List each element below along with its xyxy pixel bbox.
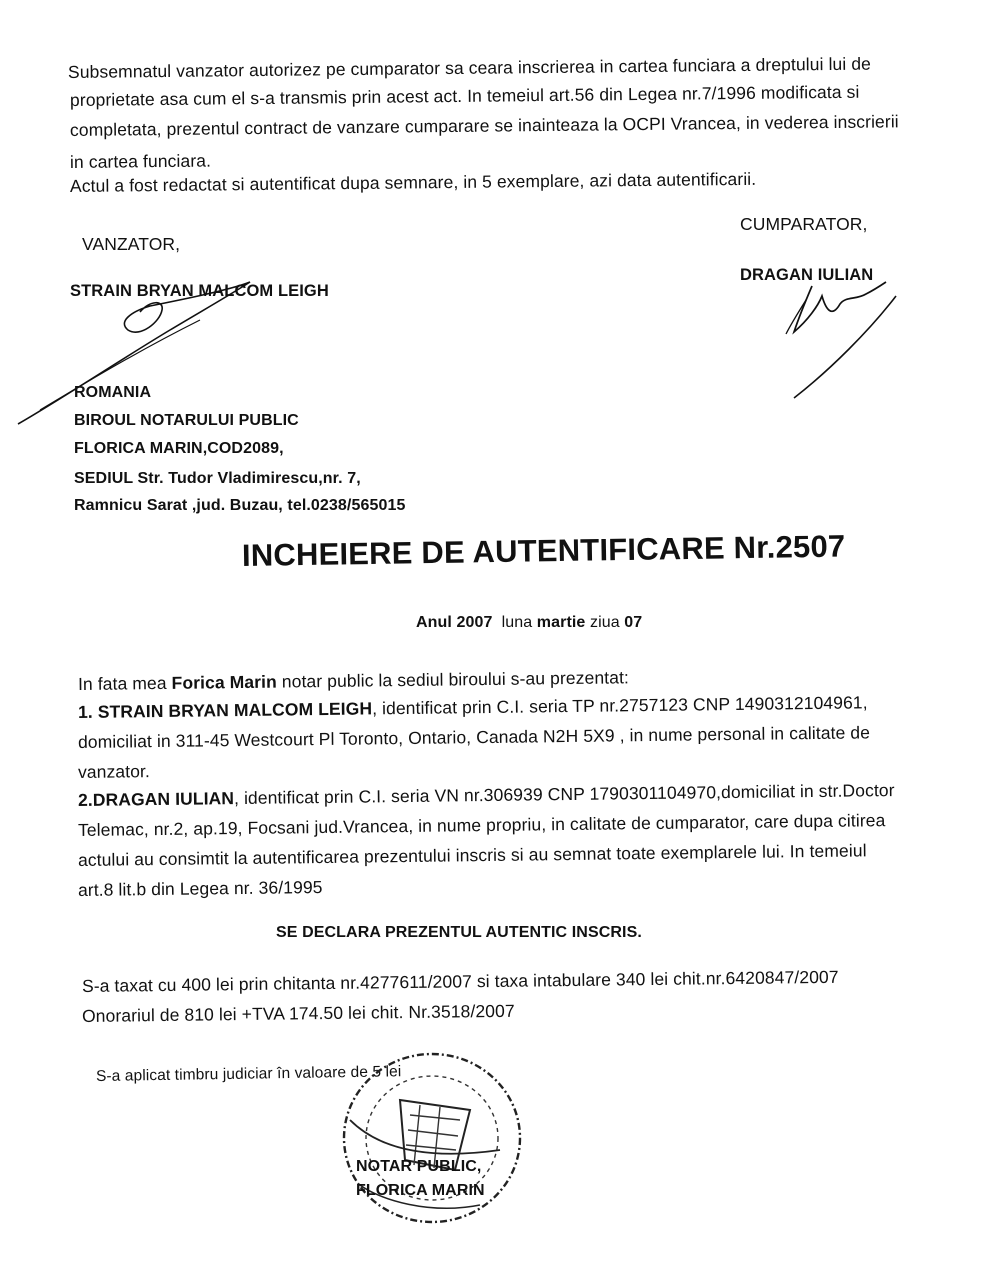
party2-text-1: , identificat prin C.I. seria VN nr.306939 CNP 1790301104970,domiciliat in str.Doctor: [233, 780, 895, 809]
notary-sign-title: NOTAR PUBLIC,: [356, 1158, 482, 1175]
body-intro-post: notar public la sediul biroului s-au prezentat:: [276, 667, 630, 692]
intro-line-1: Subsemnatul vanzator autorizez pe cumparator sa ceara inscrierea in cartea funciara a dreptului lui de: [67, 53, 872, 82]
intro-line-5: Actul a fost redactat si autentificat dupa semnare, in 5 exemplare, azi data autentificarii.: [69, 168, 757, 196]
party2-name: 2.DRAGAN IULIAN: [77, 788, 235, 810]
intro-line-3: completata, prezentul contract de vanzare cumparare se inainteaza la OCPI Vrancea, in vederea inscrierii: [69, 111, 899, 140]
seller-label: VANZATOR,: [82, 234, 181, 254]
notary-header-address: SEDIUL Str. Tudor Vladimirescu,nr. 7,: [74, 470, 361, 487]
fees-line-2: Onorariul de 810 lei +TVA 174.50 lei chit. Nr.3518/2007: [81, 1000, 515, 1026]
party2-line-2: Telemac, nr.2, ap.19, Focsani jud.Vrancea, in nume propriu, in calitate de cumparator, care dupa citirea: [77, 810, 886, 840]
body-intro-pre: In fata mea: [77, 672, 172, 694]
fees-line-1: S-a taxat cu 400 lei prin chitanta nr.4277611/2007 si taxa intabulare 340 lei chit.nr.6420847/2007: [81, 966, 839, 996]
body-intro-name: Forica Marin: [171, 671, 277, 693]
date-month: martie: [536, 614, 586, 631]
notary-header-name: FLORICA MARIN,COD2089,: [74, 440, 284, 457]
declaration: SE DECLARA PREZENTUL AUTENTIC INSCRIS.: [276, 924, 642, 941]
notary-header-office: BIROUL NOTARULUI PUBLIC: [74, 412, 299, 429]
page-title: INCHEIERE DE AUTENTIFICARE Nr.2507: [241, 528, 846, 573]
party1-text-1: , identificat prin C.I. seria TP nr.2757123 CNP 1490312104961,: [372, 692, 868, 719]
party1-name: 1. STRAIN BRYAN MALCOM LEIGH: [77, 698, 373, 722]
date-year-label: Anul: [416, 614, 452, 631]
date-month-label: luna: [501, 614, 533, 631]
date-day: 07: [624, 614, 643, 631]
party1-line-2: domiciliat in 311-45 Westcourt Pl Toronto, Ontario, Canada N2H 5X9 , in nume personal in calitate de: [77, 722, 871, 752]
stamp-note: S-a aplicat timbru judiciar în valoare de 5 lei: [95, 1063, 402, 1085]
buyer-name: DRAGAN IULIAN: [740, 266, 874, 284]
intro-line-4: in cartea funciara.: [69, 150, 212, 172]
date-year: 2007: [456, 614, 493, 631]
notary-header-city: Ramnicu Sarat ,jud. Buzau, tel.0238/565015: [74, 497, 406, 514]
date-day-label: ziua: [589, 614, 620, 631]
buyer-label: CUMPARATOR,: [740, 214, 868, 234]
party2-line-3: actului au consimtit la autentificarea prezentului inscris si au semnat toate exemplarele lui. In temeiul: [77, 840, 867, 870]
party1-line-3: vanzator.: [77, 761, 151, 782]
intro-line-2: proprietate asa cum el s-a transmis prin acest act. In temeiul art.56 din Legea nr.7/1996 modificata si: [69, 81, 860, 110]
notary-header-country: ROMANIA: [74, 384, 152, 401]
notary-sign-name: FLORICA MARIN: [356, 1182, 485, 1199]
party2-line-4: art.8 lit.b din Legea nr. 36/1995: [77, 877, 323, 900]
seller-name: STRAIN BRYAN MALCOM LEIGH: [70, 282, 329, 300]
